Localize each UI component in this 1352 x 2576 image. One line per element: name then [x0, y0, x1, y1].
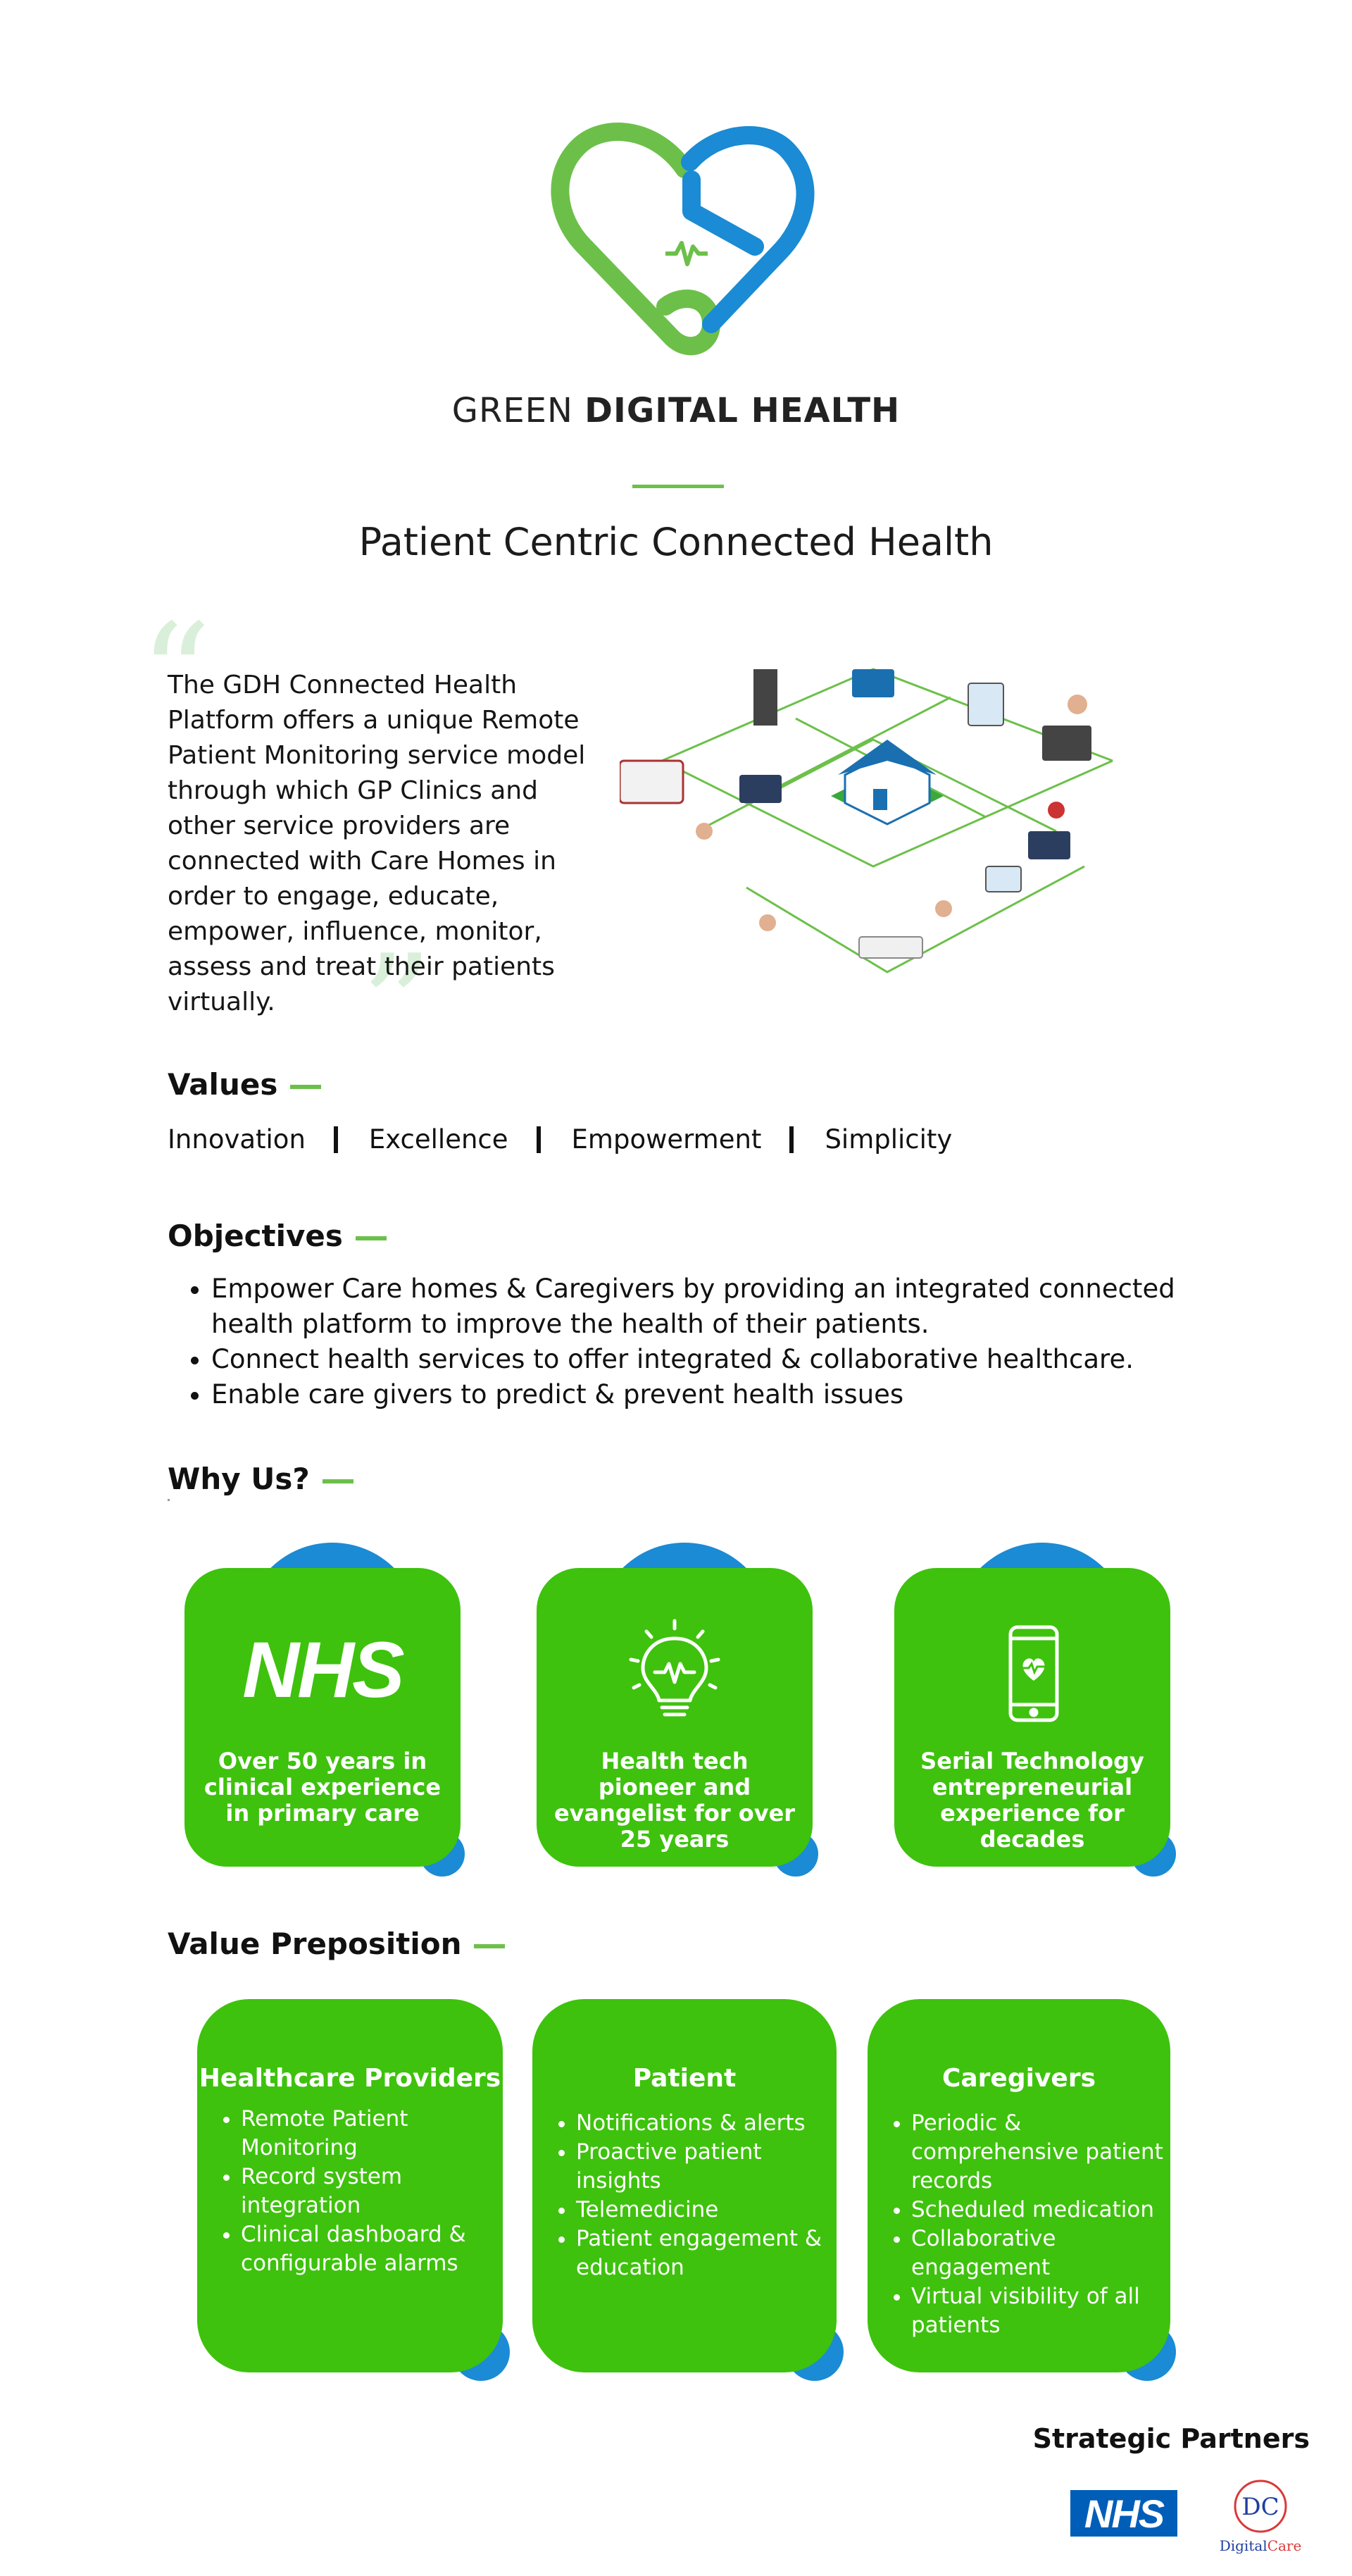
list-item: • Empower Care homes & Caregivers by providing an integrated connected health platform to improve the health of their patients. [211, 1271, 1211, 1342]
value-prop-list [576, 2109, 822, 2282]
value-prop-list [911, 2109, 1165, 2340]
heading-accent [474, 1944, 505, 1948]
values-heading-text: Values [168, 1067, 278, 1102]
values-list [168, 1124, 952, 1155]
nhs-partner-logo [1070, 2490, 1177, 2537]
digitalcare-partner-logo [1211, 2478, 1310, 2556]
smartphone-heart-icon [1008, 1624, 1060, 1723]
decorative-dot [168, 1499, 170, 1501]
value-prop-card-body [868, 1999, 1170, 2372]
digitalcare-emblem-icon [1232, 2478, 1289, 2534]
value-separator [537, 1126, 541, 1153]
list-item: • Scheduled medication [911, 2196, 1165, 2225]
list-item: • Patient engagement & education [576, 2225, 822, 2282]
gdh-logo-icon [507, 113, 852, 366]
why-card-text: Serial Technology entrepreneurial experience for decades [920, 1748, 1144, 1853]
value-prop-card-body [197, 1999, 503, 2372]
why-card-text: Health tech pioneer and evangelist for over 25 years [553, 1748, 796, 1853]
value-prop-card [532, 1999, 842, 2379]
value-item: Simplicity [825, 1124, 953, 1155]
open-quote-icon: “ [139, 594, 212, 758]
list-item: • Proactive patient insights [576, 2138, 822, 2196]
list-item: • Collaborative engagement [911, 2225, 1165, 2282]
value-proposition-heading-text: Value Preposition [168, 1927, 462, 1961]
list-item: • Virtual visibility of all patients [911, 2282, 1165, 2340]
lightbulb-heartbeat-icon [625, 1617, 724, 1723]
list-item: • Notifications & alerts [576, 2109, 822, 2138]
value-prop-card-body [532, 1999, 837, 2372]
logo-divider [632, 485, 724, 488]
value-prop-heading: Healthcare Providers [199, 2064, 501, 2093]
digitalcare-caption [1211, 2537, 1310, 2554]
value-separator [334, 1126, 338, 1153]
value-item: Empowerment [571, 1124, 762, 1155]
why-card [894, 1543, 1183, 1881]
partners-heading: Strategic Partners [1032, 2423, 1310, 2454]
brand-name [0, 391, 1352, 430]
brand-name-bold: DIGITAL HEALTH [584, 391, 901, 430]
objectives-list [211, 1271, 1211, 1412]
value-item: Innovation [168, 1124, 306, 1155]
nhs-partner-logo-text: NHS [1084, 2491, 1164, 2536]
intro-paragraph: The GDH Connected Health Platform offers a unique Remote Patient Monitoring service model through which GP Clinics and other service providers are connected with Care Homes in order to engage, educate, empower, influence, monitor, assess and treat their patients virtually. [168, 671, 586, 1016]
list-item: • Connect health services to offer integrated & collaborative healthcare. [211, 1342, 1211, 1377]
digitalcare-caption-a: Digital [1219, 2537, 1268, 2554]
list-item: • Telemedicine [576, 2196, 822, 2225]
heading-accent [323, 1479, 353, 1483]
why-card-text: Over 50 years in clinical experience in primary care [204, 1748, 442, 1827]
why-card-body [537, 1568, 813, 1867]
value-prop-card [868, 1999, 1177, 2379]
heading-accent [290, 1085, 321, 1089]
objectives-heading-text: Objectives [168, 1219, 343, 1253]
heading-accent [356, 1236, 387, 1240]
connected-health-illustration [620, 655, 1155, 1014]
list-item: • Remote Patient Monitoring [241, 2105, 480, 2163]
why-card-body [894, 1568, 1170, 1867]
why-card [184, 1543, 473, 1881]
brand-name-light: GREEN [451, 391, 573, 430]
value-separator [789, 1126, 794, 1153]
value-proposition-heading [168, 1927, 505, 1961]
value-prop-list [241, 2105, 480, 2278]
objectives-heading [168, 1219, 387, 1253]
digitalcare-initials: DC [1241, 2493, 1279, 2521]
value-prop-heading: Patient [632, 2064, 737, 2093]
why-card-body [184, 1568, 461, 1867]
list-item: • Enable care givers to predict & prevent health issues [211, 1377, 1211, 1412]
why-us-heading-text: Why Us? [168, 1462, 310, 1496]
digitalcare-caption-b: Care [1267, 2537, 1302, 2554]
close-quote-icon: ” [361, 925, 433, 1089]
page-tagline: Patient Centric Connected Health [358, 520, 994, 564]
why-card [537, 1543, 825, 1881]
value-prop-heading: Caregivers [941, 2064, 1096, 2093]
nhs-logo: NHS [242, 1626, 403, 1714]
values-heading [168, 1067, 321, 1102]
why-us-heading [168, 1462, 353, 1496]
value-prop-card [197, 1999, 507, 2379]
list-item: • Periodic & comprehensive patient records [911, 2109, 1165, 2196]
list-item: • Record system integration [241, 2163, 480, 2220]
list-item: • Clinical dashboard & configurable alarms [241, 2220, 480, 2278]
value-item: Excellence [368, 1124, 508, 1155]
